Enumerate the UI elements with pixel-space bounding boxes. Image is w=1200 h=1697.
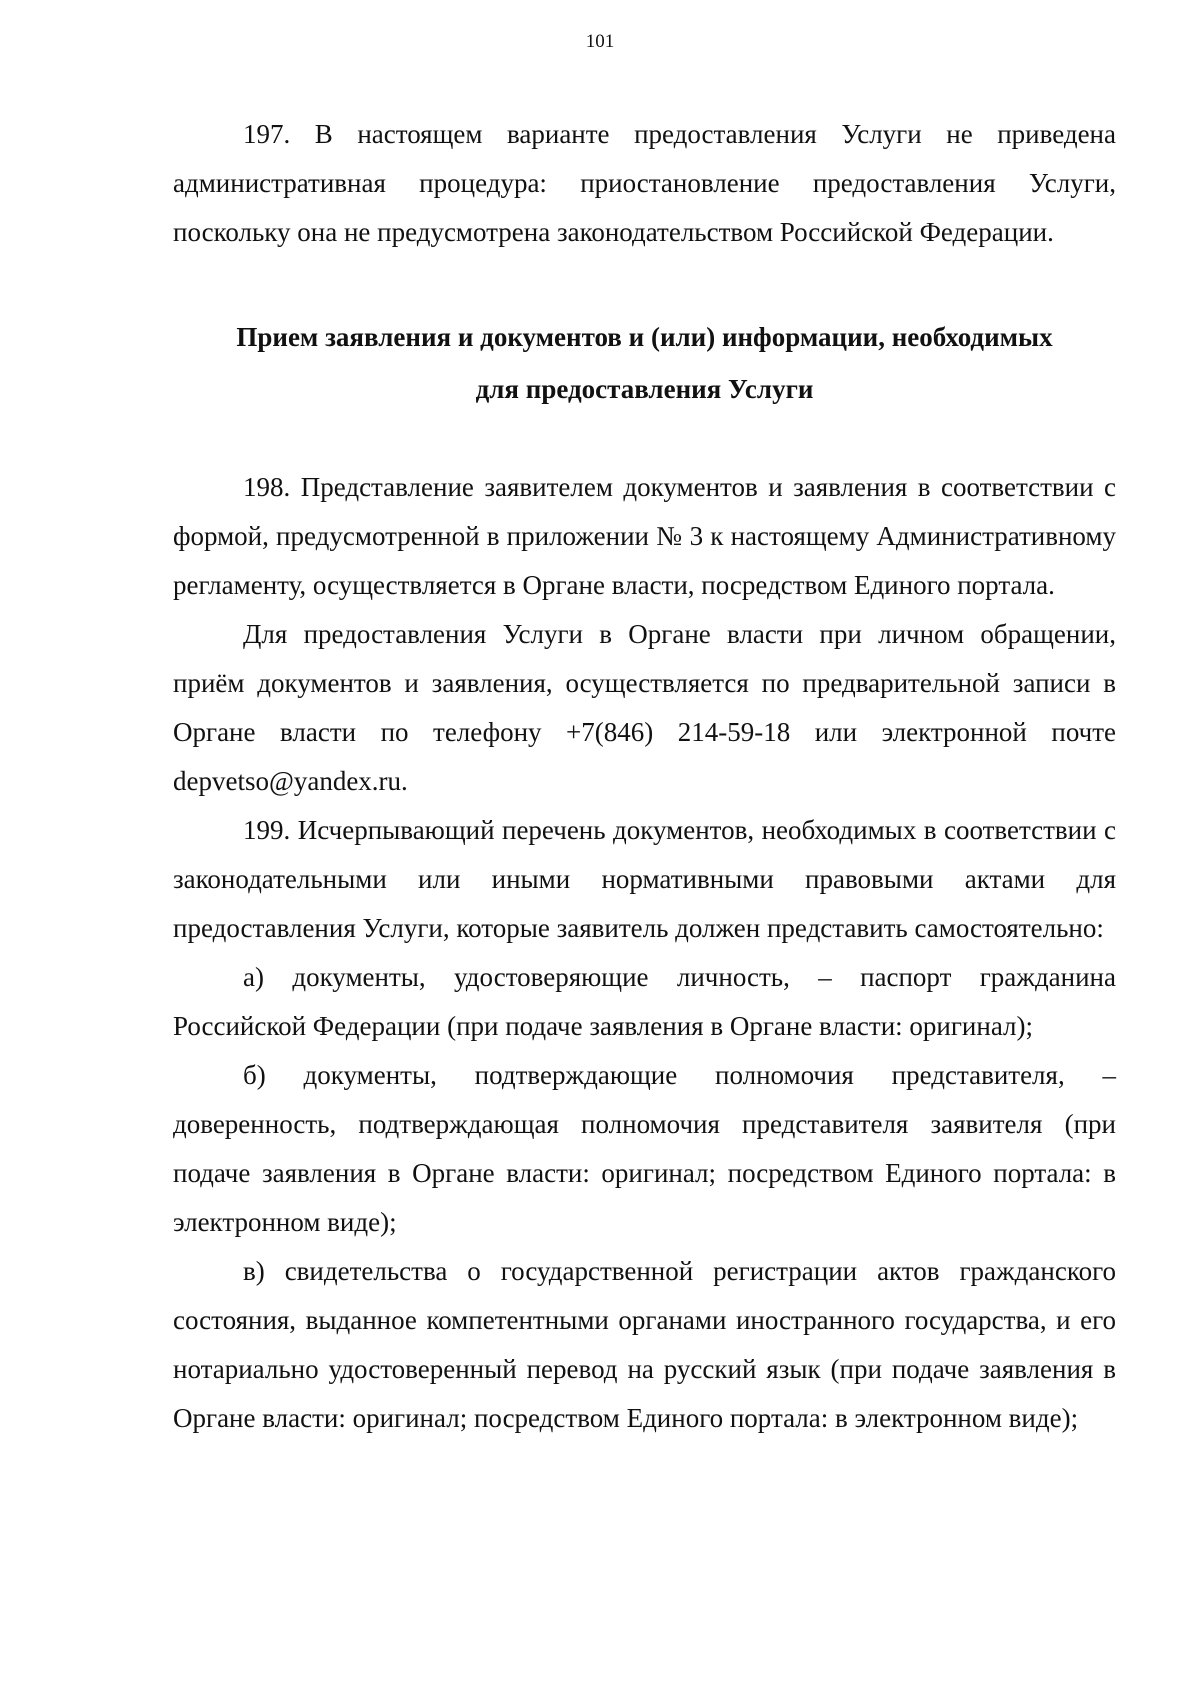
section-heading: [173, 311, 1116, 415]
paragraph-197: 197. В настоящем варианте предоставления Услуги не приведена административная процедура: приостановление предоставления Услуги, поскольку она не предусмотрена законодательством Российской Федерации.: [173, 119, 1116, 247]
paragraph-198: 198. Представление заявителем документов и заявления в соответствии с формой, предусмотренной в приложении № 3 к настоящему Административному регламенту, осуществляется в Органе власти, посредством Единого портала.: [173, 472, 1116, 600]
list-item-b: б) документы, подтверждающие полномочия представителя, – доверенность, подтверждающая полномочия представителя заявителя (при подаче заявления в Органе власти: оригинал; посредством Единого портала: в электронном виде);: [173, 1060, 1116, 1237]
list-item-v: в) свидетельства о государственной регистрации актов гражданского состояния, выданное компетентными органами иностранного государства, и его нотариально удостоверенный перевод на русский язык (при подаче заявления в Органе власти: оригинал; посредством Единого портала: в электронном виде);: [173, 1256, 1116, 1433]
document-body: [173, 110, 1116, 1443]
paragraph-199: 199. Исчерпывающий перечень документов, необходимых в соответствии с законодательными или иными нормативными правовыми актами для предоставления Услуги, которые заявитель должен представить самостоятельно:: [173, 815, 1116, 943]
section-heading-line-2: для предоставления Услуги: [475, 374, 814, 404]
list-item-a: а) документы, удостоверяющие личность, – паспорт гражданина Российской Федерации (при подаче заявления в Органе власти: оригинал);: [173, 962, 1116, 1041]
paragraph-198-contact: Для предоставления Услуги в Органе власти при личном обращении, приём документов и заявления, осуществляется по предварительной записи в Органе власти по телефону +7(846) 214-59-18 или электронной почте depvetso@yandex.ru.: [173, 619, 1116, 796]
section-heading-line-1: Прием заявления и документов и (или) информации, необходимых: [236, 322, 1053, 352]
page-number: 101: [585, 31, 615, 52]
